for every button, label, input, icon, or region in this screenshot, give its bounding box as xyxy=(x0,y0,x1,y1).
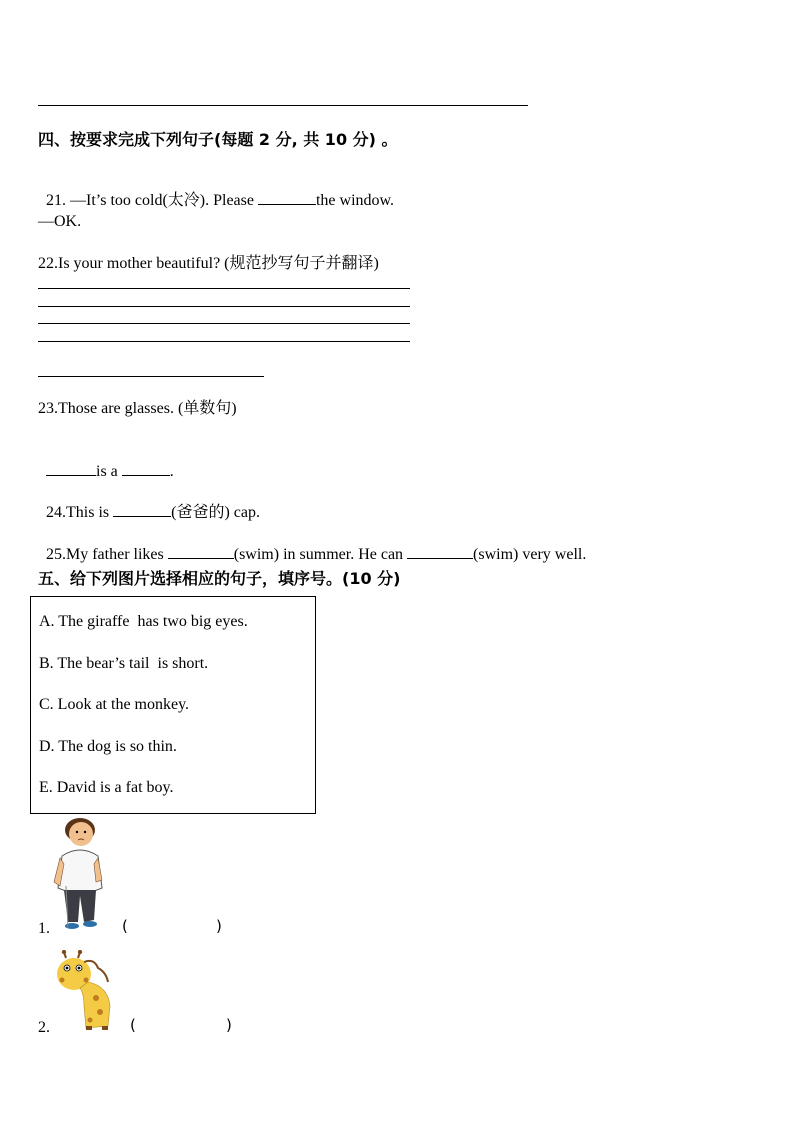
question-21-text-end: the window. xyxy=(315,192,395,209)
option-a: A. The giraffe has two big eyes. xyxy=(39,613,248,630)
picture-1-close-paren: ) xyxy=(216,917,222,935)
q22-copy-line-2[interactable] xyxy=(38,306,410,307)
picture-2-number: 2. xyxy=(38,1019,50,1036)
option-c: C. Look at the monkey. xyxy=(39,696,190,713)
picture-2-answer-space[interactable] xyxy=(140,1016,224,1036)
question-24-text: 24.This is xyxy=(46,504,114,521)
question-25-text-mid: (swim) in summer. He can xyxy=(233,546,408,563)
question-25-blank-2[interactable] xyxy=(407,544,473,559)
question-24-blank[interactable] xyxy=(113,502,171,517)
question-23: 23.Those are glasses. (单数句) xyxy=(38,400,237,417)
fat-boy-picture xyxy=(50,816,110,934)
question-22: 22.Is your mother beautiful? (规范抄写句子并翻译) xyxy=(38,255,379,272)
question-21-number: 21 xyxy=(46,192,62,209)
top-answer-line xyxy=(38,105,528,106)
section-4-heading: 四、按要求完成下列句子(每题 2 分, 共 10 分) 。 xyxy=(38,130,398,149)
picture-2-close-paren: ) xyxy=(226,1016,232,1034)
q22-copy-line-1[interactable] xyxy=(38,288,410,289)
question-21 xyxy=(38,170,394,211)
q22-copy-line-4[interactable] xyxy=(38,341,410,342)
section-5-heading: 五、给下列图片选择相应的句子，填序号。(10 分) xyxy=(38,569,401,588)
picture-1-answer-space[interactable] xyxy=(132,917,214,937)
question-23-answer-line xyxy=(38,441,174,482)
question-23-mid: is a xyxy=(96,463,122,480)
picture-1-open-paren: ( xyxy=(122,917,128,935)
question-24-text-end: (爸爸的) cap. xyxy=(171,504,260,521)
question-21-reply: —OK. xyxy=(38,213,82,230)
question-24 xyxy=(38,482,260,523)
q22-translation-line[interactable] xyxy=(38,376,264,377)
option-d: D. The dog is so thin. xyxy=(39,738,177,755)
question-25-text-end: (swim) very well. xyxy=(473,546,587,563)
question-21-blank[interactable] xyxy=(258,190,316,205)
question-23-end: . xyxy=(169,463,174,480)
question-25-blank-1[interactable] xyxy=(168,544,234,559)
q22-copy-line-3[interactable] xyxy=(38,323,410,324)
question-25-text: 25.My father likes xyxy=(46,546,168,563)
picture-2-open-paren: ( xyxy=(130,1016,136,1034)
picture-1-number: 1. xyxy=(38,920,50,937)
options-box xyxy=(30,596,316,814)
option-e: E. David is a fat boy. xyxy=(39,779,174,796)
option-b: B. The bear’s tail is short. xyxy=(39,655,209,672)
question-23-blank-1[interactable] xyxy=(46,461,96,476)
question-23-blank-2[interactable] xyxy=(122,461,170,476)
question-25 xyxy=(38,524,586,565)
giraffe-picture xyxy=(50,950,114,1032)
question-21-text: . —It’s too cold(太冷). Please xyxy=(62,192,258,209)
